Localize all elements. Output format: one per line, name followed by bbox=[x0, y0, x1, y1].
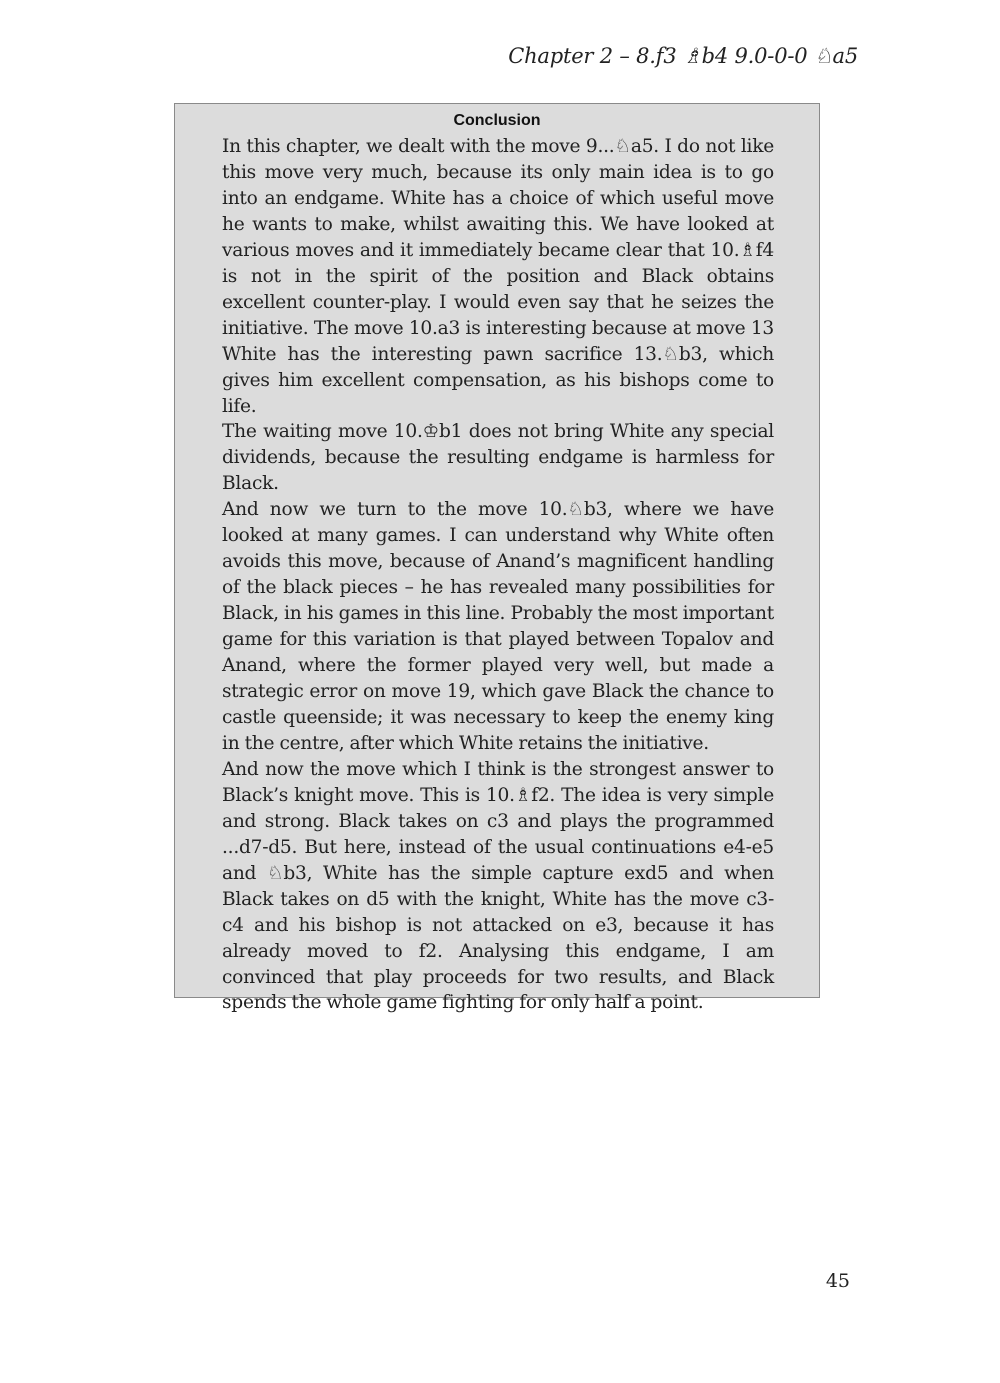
page-number: 45 bbox=[825, 1270, 850, 1292]
conclusion-paragraph-4: And now the move which I think is the strongest answer to Black’s knight move. This is 10.♗f2. The idea is very simple and strong. Black takes on c3 and plays the programmed ...d7-d5. But here, instead of the usual continuations e4-e5 and ♘b3, White has the simple capture exd5 and when Black takes on d5 with the knight, White has the move c3-c4 and his bishop is not attacked on e3, because it has already moved to f2. Analysing this endgame, I am convinced that play proceeds for two results, and Black spends the whole game fighting for only half a point. bbox=[222, 758, 774, 1014]
conclusion-paragraph-1: In this chapter, we dealt with the move 9...♘a5. I do not like this move very much, because its only main idea is to go into an endgame. White has a choice of which useful move he wants to make, whilst awaiting this. We have looked at various moves and it immediately became clear that 10.♗f4 is not in the spirit of the position and Black obtains excellent counter-play. I would even say that he seizes the initiative. The move 10.a3 is interesting because at move 13 White has the interesting pawn sacrifice 13.♘b3, which gives him excellent compensation, as his bishops come to life. bbox=[222, 136, 774, 417]
conclusion-title: Conclusion bbox=[453, 112, 541, 129]
running-head: Chapter 2 – 8.f3 ♗b4 9.0-0-0 ♘a5 bbox=[508, 44, 858, 68]
conclusion-box bbox=[174, 103, 820, 1014]
conclusion-body bbox=[222, 134, 774, 1016]
conclusion-paragraph-3: And now we turn to the move 10.♘b3, where we have looked at many games. I can understand why White often avoids this move, because of Anand’s magnificent handling of the black pieces – he has revealed many possibilities for Black, in his games in this line. Probably the most important game for this variation is that played between Topalov and Anand, where the former played very well, but made a strategic error on move 19, which gave Black the chance to castle queenside; it was necessary to keep the enemy king in the centre, after which White retains the initiative. bbox=[222, 499, 774, 754]
conclusion-paragraph-2: The waiting move 10.♔b1 does not bring White any special dividends, because the resulting endgame is harmless for Black. bbox=[222, 421, 774, 495]
